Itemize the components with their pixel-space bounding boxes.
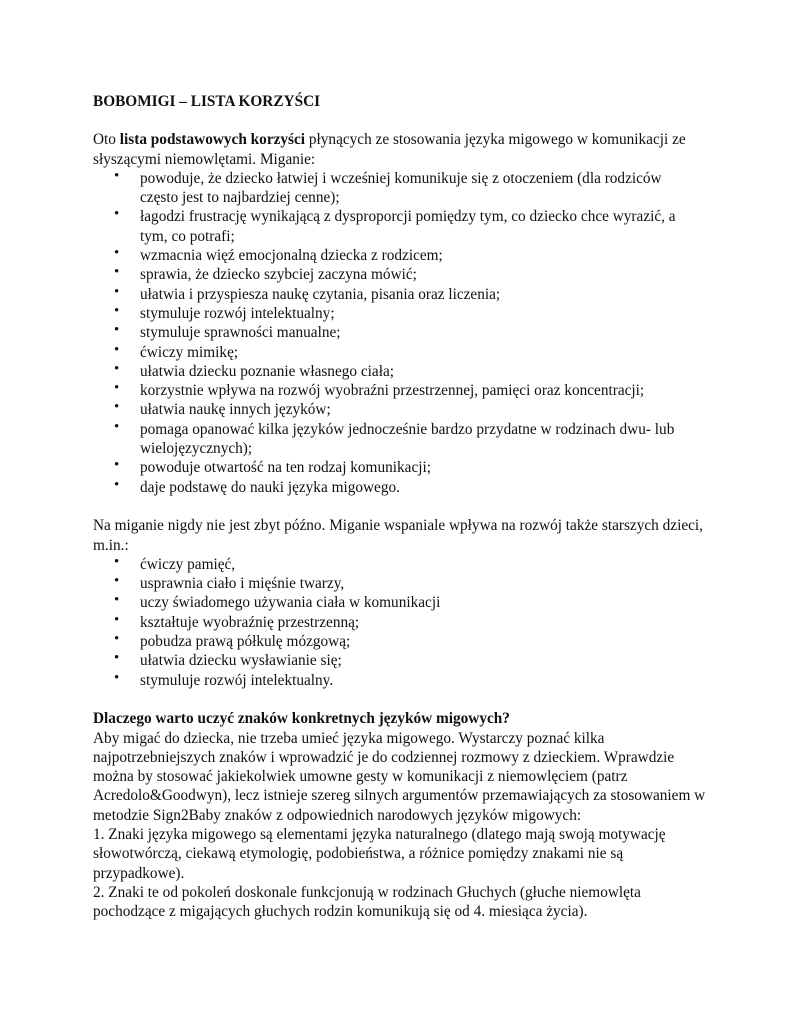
list-item-text: pomaga opanować kilka języków jednocześnie bardzo przydatne w rodzinach dwu- lub wielojęzycznych); [140, 420, 675, 458]
list-item-text: korzystnie wpływa na rozwój wyobraźni przestrzennej, pamięci oraz koncentracji; [140, 382, 645, 400]
list-item [114, 245, 713, 265]
bullet-icon: • [114, 553, 120, 570]
list-item-text: wzmacnia więź emocjonalną dziecka z rodzicem; [140, 247, 443, 265]
reason-1: 1. Znaki języka migowego są elementami języka naturalnego (dlatego mają swoją motywację słowotwórczą, ciekawą etymologię, podobieństwa, a różnice pomiędzy znakami nie są przypadkowe). [93, 825, 666, 882]
list-item-text: ćwiczy pamięć, [140, 555, 236, 573]
bullet-icon: • [114, 341, 120, 358]
intro-prefix: Oto [93, 131, 120, 149]
list-item [114, 553, 713, 574]
bullet-icon: • [114, 418, 120, 435]
spacer [93, 111, 713, 130]
list-item [114, 418, 713, 459]
reason-2: 2. Znaki te od pokoleń doskonale funkcjonują w rodzinach Głuchych (głuche niemowlęta pochodzące z migających głuchych rodzin komunikują się od 4. miesiąca życia). [93, 883, 641, 921]
list-item-text: uczy świadomego używania ciała w komunikacji [140, 594, 441, 612]
document-title: BOBOMIGI – LISTA KORZYŚCI [93, 93, 321, 110]
bullet-icon: • [114, 360, 120, 377]
bullet-icon: • [114, 322, 120, 339]
bullet-icon: • [114, 592, 120, 609]
list-item-text: kształtuje wyobraźnię przestrzenną; [140, 613, 360, 631]
list-item-text: ułatwia dziecku poznanie własnego ciała; [140, 362, 394, 380]
intro-paragraph [93, 130, 713, 169]
list-item-text: stymuluje sprawności manualne; [140, 324, 341, 342]
bullet-icon: • [114, 245, 120, 262]
list-item-text: powoduje, że dziecko łatwiej i wcześniej komunikuje się z otoczeniem (dla rodziców często jest to najbardziej cenne); [140, 169, 662, 207]
why-heading: Dlaczego warto uczyć znaków konkretnych języków migowych? [93, 710, 510, 728]
why-body: Aby migać do dziecka, nie trzeba umieć języka migowego. Wystarczy poznać kilka najpotrzebniejszych znaków i wprowadzić je do codziennej rozmowy z dzieckiem. Wprawdzie można by stosować jakiekolwiek umowne gesty w komunikacji z niemowlęciem (patrz Acredolo&Goodwyn), lecz istnieje szereg silnych argumentów przemawiających za stosowaniem w metodzie Sign2Baby znaków z odpowiednich narodowych języków migowych: [93, 729, 706, 824]
list-item [114, 573, 713, 593]
bullet-icon: • [114, 573, 120, 590]
list-item-text: usprawnia ciało i mięśnie twarzy, [140, 575, 345, 593]
list-item [114, 360, 713, 381]
list-item-text: ułatwia dziecku wysławianie się; [140, 652, 342, 670]
list-item [114, 669, 713, 690]
list-item [114, 167, 713, 208]
list-item-text: ułatwia naukę innych języków; [140, 401, 331, 419]
bullet-icon: • [114, 476, 120, 493]
bullet-icon: • [114, 650, 120, 667]
list-item-text: łagodzi frustrację wynikającą z dysproporcji pomiędzy tym, co dziecko chce wyrazić, a tym, co potrafi; [140, 208, 676, 245]
list-item [114, 264, 713, 284]
bullet-icon: • [114, 206, 120, 223]
list-item-text: sprawia, że dziecko szybciej zaczyna mówić; [140, 266, 417, 284]
bullet-icon: • [114, 167, 120, 184]
list-item-text: pobudza prawą półkulę mózgową; [140, 633, 351, 651]
list-item-text: ułatwia i przyspiesza naukę czytania, pisania oraz liczenia; [140, 285, 501, 303]
bullet-icon: • [114, 380, 120, 397]
list-item-text: daje podstawę do nauki języka migowego. [140, 478, 400, 496]
list-item [114, 380, 713, 400]
list-item-text: stymuluje rozwój intelektualny; [140, 304, 335, 322]
list-item [114, 457, 713, 477]
list-item-text: powoduje otwartość na ten rodzaj komunikacji; [140, 459, 431, 477]
list-item [114, 283, 713, 304]
intro-bold: lista podstawowych korzyści [119, 131, 306, 149]
list-item [114, 341, 713, 362]
bullet-icon: • [114, 611, 120, 628]
bullet-icon: • [114, 669, 120, 686]
list-item [114, 206, 713, 246]
list-item-text: stymuluje rozwój intelektualny. [140, 671, 334, 689]
document-content [93, 92, 713, 921]
older-intro-paragraph: Na miganie nigdy nie jest zbyt późno. Miganie wspaniale wpływa na rozwój także starszych dzieci, m.in.: [93, 517, 703, 554]
list-item [114, 399, 713, 419]
bullet-icon: • [114, 457, 120, 474]
bullet-icon: • [114, 283, 120, 300]
bullet-icon: • [114, 264, 120, 281]
list-item [114, 611, 713, 632]
spacer [93, 690, 713, 709]
benefits-list [93, 169, 713, 497]
bullet-icon: • [114, 399, 120, 416]
list-item [114, 476, 713, 497]
list-item [114, 631, 713, 651]
list-item [114, 302, 713, 323]
spacer [93, 497, 713, 516]
list-item-text: ćwiczy mimikę; [140, 343, 239, 361]
bullet-icon: • [114, 302, 120, 319]
list-item [114, 322, 713, 342]
bullet-icon: • [114, 631, 120, 648]
older-benefits-list [93, 555, 713, 690]
list-item [114, 650, 713, 670]
list-item [114, 592, 713, 612]
intro-suffix: płynących ze stosowania języka migowego w komunikacji ze słyszącymi niemowlętami. Miganie: [93, 131, 686, 168]
